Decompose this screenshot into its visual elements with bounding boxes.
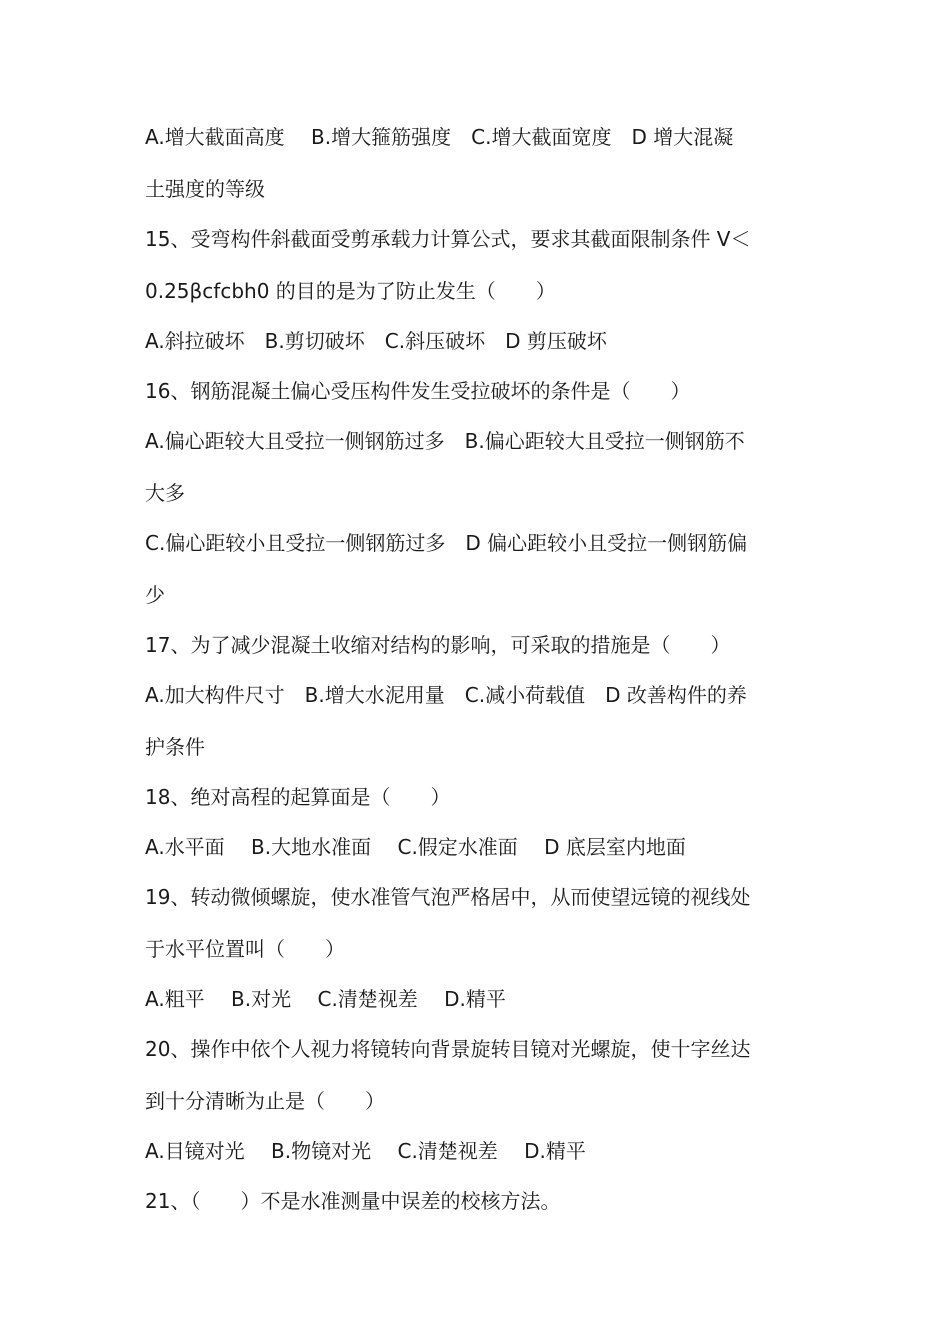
q16-options-line-1: A.偏心距较大且受拉一侧钢筋过多 B.偏心距较大且受拉一侧钢筋不 (145, 429, 745, 453)
q18-question: 18、绝对高程的起算面是（ ） (145, 785, 451, 809)
q20-question-line-1: 20、操作中依个人视力将镜转向背景旋转目镜对光螺旋，使十字丝达 (145, 1037, 751, 1061)
q19-question-line-1: 19、转动微倾螺旋，使水准管气泡严格居中，从而使望远镜的视线处 (145, 885, 751, 909)
q16-options-line-4: 少 (145, 583, 165, 607)
q19-options: A.粗平 B.对光 C.清楚视差 D.精平 (145, 987, 506, 1011)
q15-question-line-2: 0.25βcfcbh0 的目的是为了防止发生（ ） (145, 279, 556, 303)
q15-question-line-1: 15、受弯构件斜截面受剪承载力计算公式，要求其截面限制条件 V＜ (145, 227, 751, 251)
q17-question: 17、为了减少混凝土收缩对结构的影响，可采取的措施是（ ） (145, 633, 731, 657)
q19-question-line-2: 于水平位置叫（ ） (145, 937, 345, 961)
q17-options-line-2: 护条件 (145, 735, 205, 759)
q21-question: 21、（ ）不是水准测量中误差的校核方法。 (145, 1189, 561, 1213)
q18-options: A.水平面 B.大地水准面 C.假定水准面 D 底层室内地面 (145, 835, 686, 859)
q20-question-line-2: 到十分清晰为止是（ ） (145, 1089, 385, 1113)
q16-options-line-2: 大多 (145, 481, 185, 505)
q16-options-line-3: C.偏心距较小且受拉一侧钢筋过多 D 偏心距较小且受拉一侧钢筋偏 (145, 531, 748, 555)
q17-options-line-1: A.加大构件尺寸 B.增大水泥用量 C.减小荷载值 D 改善构件的养 (145, 683, 747, 707)
question-text-block (145, 112, 810, 1226)
q16-question: 16、钢筋混凝土偏心受压构件发生受拉破坏的条件是（ ） (145, 379, 691, 403)
q14-options-line-2: 土强度的等级 (145, 177, 265, 201)
q20-options: A.目镜对光 B.物镜对光 C.清楚视差 D.精平 (145, 1139, 586, 1163)
q14-options-line-1: A.增大截面高度 B.增大箍筋强度 C.增大截面宽度 D 增大混凝 (145, 125, 734, 149)
q15-options: A.斜拉破坏 B.剪切破坏 C.斜压破坏 D 剪压破坏 (145, 329, 607, 353)
